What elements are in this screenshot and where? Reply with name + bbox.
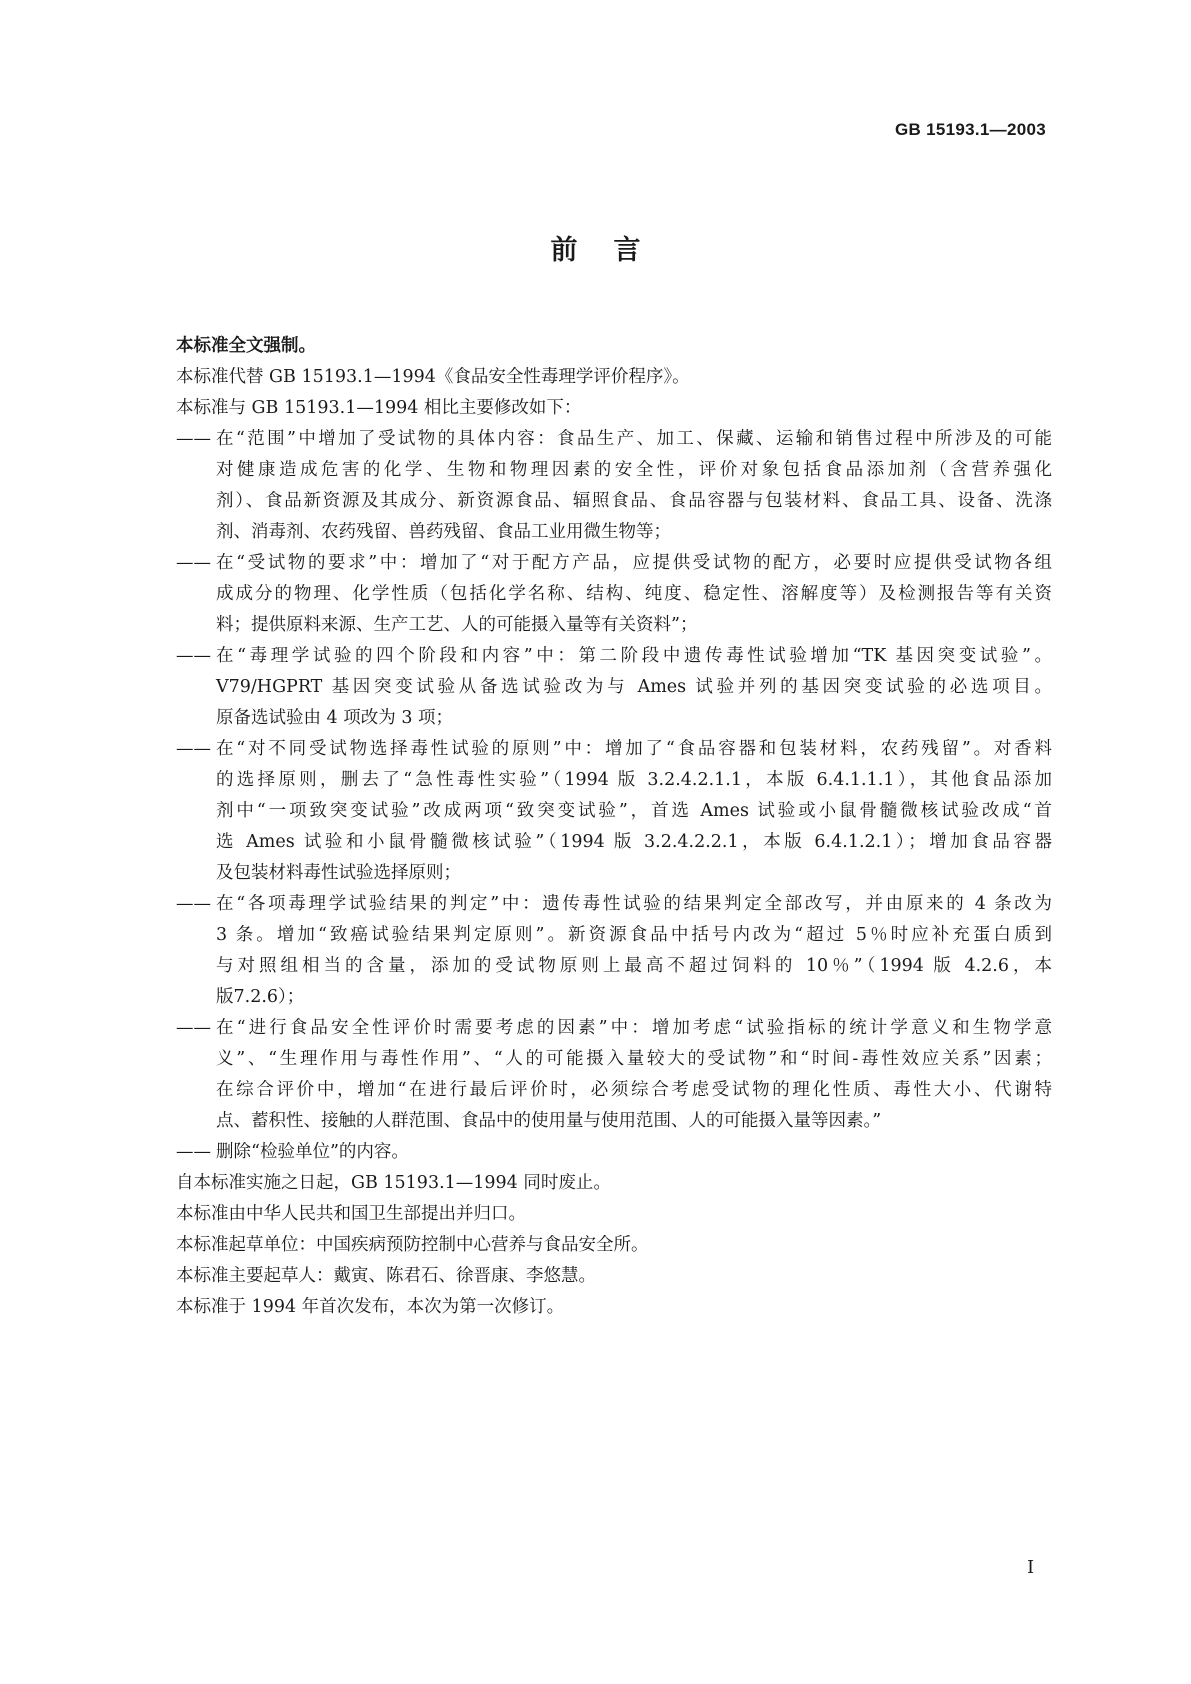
mandatory-statement: 本标准全文强制。 (176, 336, 316, 356)
standard-code: GB 15193.1—2003 (895, 120, 1046, 139)
document-body (176, 331, 1052, 1323)
drafters-statement: 本标准主要起草人：戴寅、陈君石、徐晋康、李悠慧。 (176, 1266, 596, 1286)
page-title: 前言 (550, 235, 677, 266)
dash-marker: —— (176, 1018, 211, 1038)
change-item-evaluation-factors (176, 1013, 1052, 1137)
change-text-line: 料；提供原料来源、生产工艺、人的可能摄入量等有关资料”； (216, 615, 698, 635)
change-text-line: 义”、“生理作用与毒性作用”、“人的可能摄入量较大的受试物”和“时间-毒性效应关系”因素； (216, 1049, 1052, 1069)
page-number: I (1027, 1557, 1035, 1578)
dash-marker: —— (176, 429, 211, 449)
release-history-statement: 本标准于 1994 年首次发布，本次为第一次修订。 (176, 1297, 565, 1317)
change-text-line: 删除“检验单位”的内容。 (216, 1142, 409, 1162)
change-text-line: 对健康造成危害的化学、生物和物理因素的安全性，评价对象包括食品添加剂（含营养强化 (216, 460, 1052, 480)
dash-marker: —— (176, 553, 211, 573)
change-text-line: 与对照组相当的含量，添加的受试物原则上最高不超过饲料的 10％”（1994 版 4.2.6，本 (216, 956, 1052, 976)
replacement-statement: 本标准代替 GB 15193.1—1994《食品安全性毒理学评价程序》。 (176, 367, 690, 387)
drafting-unit-statement: 本标准起草单位：中国疾病预防控制中心营养与食品安全所。 (176, 1235, 649, 1255)
change-text-line: 原备选试验由 4 项改为 3 项； (216, 708, 454, 728)
change-text-line: 剂中“一项致突变试验”改成两项“致突变试验”，首选 Ames 试验或小鼠骨髓微核试验改成“首 (216, 801, 1052, 821)
change-item-result-judgement (176, 889, 1052, 1013)
dash-marker: —— (176, 1142, 211, 1162)
changes-intro: 本标准与 GB 15193.1—1994 相比主要修改如下： (176, 398, 582, 418)
change-text-line: 剂、消毒剂、农药残留、兽药残留、食品工业用微生物等； (216, 522, 671, 542)
change-item-scope (176, 424, 1052, 548)
change-item-test-substance (176, 548, 1052, 641)
change-item-four-stages (176, 641, 1052, 734)
abolition-statement: 自本标准实施之日起，GB 15193.1—1994 同时废止。 (176, 1173, 611, 1193)
change-text-line: 在“各项毒理学试验结果的判定”中：遗传毒性试验的结果判定全部改写，并由原来的 4 条改为 (216, 894, 1052, 914)
change-text-line: 在综合评价中，增加“在进行最后评价时，必须综合考虑受试物的理化性质、毒性大小、代谢特 (216, 1080, 1052, 1100)
dash-marker: —— (176, 894, 211, 914)
change-text-line: 在“受试物的要求”中：增加了“对于配方产品，应提供受试物的配方，必要时应提供受试物各组 (216, 553, 1052, 573)
change-item-selection-principles (176, 734, 1052, 889)
dash-marker: —— (176, 646, 211, 666)
change-text-line: 的选择原则，删去了“急性毒性实验”（1994 版 3.2.4.2.1.1，本版 6.4.1.1.1），其他食品添加 (216, 770, 1052, 790)
change-text-line: 在“毒理学试验的四个阶段和内容”中：第二阶段中遗传毒性试验增加“TK 基因突变试验”。 (216, 646, 1052, 666)
change-text-line: V79/HGPRT 基因突变试验从备选试验改为与 Ames 试验并列的基因突变试验的必选项目。 (216, 677, 1052, 697)
change-text-line: 成成分的物理、化学性质（包括化学名称、结构、纯度、稳定性、溶解度等）及检测报告等有关资 (216, 584, 1052, 604)
change-text-line: 3 条。增加“致癌试验结果判定原则”。新资源食品中括号内改为“超过 5％时应补充蛋白质到 (216, 925, 1052, 945)
change-text-line: 点、蓄积性、接触的人群范围、食品中的使用量与使用范围、人的可能摄入量等因素。” (216, 1111, 882, 1131)
change-text-line: 在“对不同受试物选择毒性试验的原则”中：增加了“食品容器和包装材料，农药残留”。对香料 (216, 739, 1052, 759)
change-text-line: 在“范围”中增加了受试物的具体内容：食品生产、加工、保藏、运输和销售过程中所涉及的可能 (216, 429, 1052, 449)
change-text-line: 版7.2.6）； (216, 987, 305, 1007)
change-text-line: 剂）、食品新资源及其成分、新资源食品、辐照食品、食品容器与包装材料、食品工具、设备、洗涤 (216, 491, 1052, 511)
change-text-line: 在“进行食品安全性评价时需要考虑的因素”中：增加考虑“试验指标的统计学意义和生物学意 (216, 1018, 1052, 1038)
change-text-line: 选 Ames 试验和小鼠骨髓微核试验”（1994 版 3.2.4.2.2.1，本版 6.4.1.2.1）；增加食品容器 (216, 832, 1052, 852)
change-text-line: 及包装材料毒性试验选择原则； (216, 863, 461, 883)
change-item-delete-unit (176, 1137, 1052, 1168)
dash-marker: —— (176, 739, 211, 759)
proposer-statement: 本标准由中华人民共和国卫生部提出并归口。 (176, 1204, 526, 1224)
